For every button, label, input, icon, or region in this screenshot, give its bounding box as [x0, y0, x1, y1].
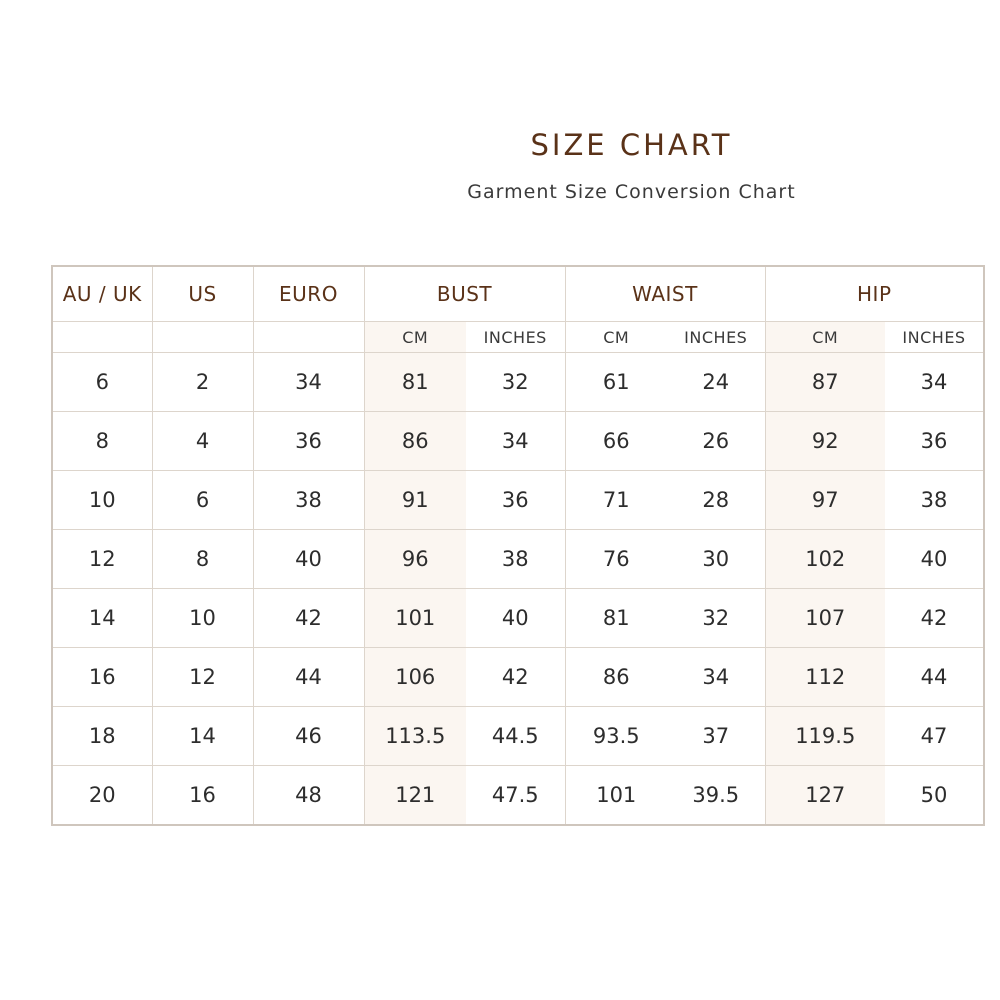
cell-hip-inches: 36 — [885, 412, 984, 471]
table-row — [52, 707, 984, 766]
cell-au-uk: 18 — [52, 707, 152, 766]
cell-bust-inches: 36 — [466, 471, 565, 530]
page-title: SIZE CHART — [530, 128, 733, 162]
cell-us: 8 — [152, 530, 253, 589]
cell-waist-inches: 37 — [667, 707, 765, 766]
cell-hip-cm: 127 — [765, 766, 885, 826]
table-row — [52, 471, 984, 530]
page-subtitle: Garment Size Conversion Chart — [467, 181, 796, 203]
unit-hip-cm: CM — [765, 322, 885, 353]
cell-hip-cm: 107 — [765, 589, 885, 648]
cell-hip-cm: 119.5 — [765, 707, 885, 766]
cell-waist-inches: 32 — [667, 589, 765, 648]
cell-waist-cm: 66 — [565, 412, 667, 471]
col-header-au-uk: AU / UK — [52, 266, 152, 322]
cell-us: 14 — [152, 707, 253, 766]
cell-waist-cm: 71 — [565, 471, 667, 530]
cell-bust-inches: 47.5 — [466, 766, 565, 826]
cell-hip-cm: 92 — [765, 412, 885, 471]
unit-waist-cm: CM — [565, 322, 667, 353]
cell-euro: 38 — [253, 471, 364, 530]
cell-hip-inches: 42 — [885, 589, 984, 648]
cell-bust-cm: 81 — [364, 353, 466, 412]
cell-hip-inches: 50 — [885, 766, 984, 826]
cell-au-uk: 8 — [52, 412, 152, 471]
cell-bust-cm: 121 — [364, 766, 466, 826]
cell-au-uk: 6 — [52, 353, 152, 412]
table-row — [52, 412, 984, 471]
cell-euro: 36 — [253, 412, 364, 471]
unit-row — [52, 322, 984, 353]
cell-bust-cm: 106 — [364, 648, 466, 707]
cell-bust-inches: 40 — [466, 589, 565, 648]
unit-waist-inches: INCHES — [667, 322, 765, 353]
cell-hip-inches: 38 — [885, 471, 984, 530]
table-row — [52, 353, 984, 412]
cell-euro: 46 — [253, 707, 364, 766]
cell-bust-cm: 91 — [364, 471, 466, 530]
cell-waist-cm: 81 — [565, 589, 667, 648]
unit-empty-au-uk — [52, 322, 152, 353]
cell-bust-inches: 38 — [466, 530, 565, 589]
cell-hip-cm: 87 — [765, 353, 885, 412]
cell-waist-cm: 76 — [565, 530, 667, 589]
cell-euro: 48 — [253, 766, 364, 826]
cell-waist-inches: 28 — [667, 471, 765, 530]
size-rows — [52, 353, 984, 826]
cell-hip-inches: 34 — [885, 353, 984, 412]
cell-hip-cm: 112 — [765, 648, 885, 707]
cell-bust-cm: 96 — [364, 530, 466, 589]
cell-euro: 40 — [253, 530, 364, 589]
table-row — [52, 530, 984, 589]
unit-empty-euro — [253, 322, 364, 353]
col-header-bust: BUST — [364, 266, 565, 322]
cell-waist-cm: 61 — [565, 353, 667, 412]
cell-bust-cm: 113.5 — [364, 707, 466, 766]
cell-au-uk: 14 — [52, 589, 152, 648]
cell-bust-cm: 101 — [364, 589, 466, 648]
cell-waist-inches: 39.5 — [667, 766, 765, 826]
cell-waist-cm: 86 — [565, 648, 667, 707]
cell-bust-inches: 34 — [466, 412, 565, 471]
size-chart-table — [51, 265, 985, 826]
cell-bust-inches: 42 — [466, 648, 565, 707]
cell-au-uk: 12 — [52, 530, 152, 589]
cell-us: 2 — [152, 353, 253, 412]
cell-euro: 44 — [253, 648, 364, 707]
cell-euro: 34 — [253, 353, 364, 412]
cell-hip-inches: 47 — [885, 707, 984, 766]
cell-us: 12 — [152, 648, 253, 707]
cell-us: 4 — [152, 412, 253, 471]
cell-hip-inches: 40 — [885, 530, 984, 589]
cell-waist-cm: 93.5 — [565, 707, 667, 766]
table-row — [52, 648, 984, 707]
cell-hip-cm: 97 — [765, 471, 885, 530]
col-header-waist: WAIST — [565, 266, 765, 322]
cell-hip-inches: 44 — [885, 648, 984, 707]
cell-us: 6 — [152, 471, 253, 530]
col-header-euro: EURO — [253, 266, 364, 322]
table-row — [52, 589, 984, 648]
unit-bust-cm: CM — [364, 322, 466, 353]
cell-au-uk: 20 — [52, 766, 152, 826]
cell-bust-inches: 44.5 — [466, 707, 565, 766]
unit-bust-inches: INCHES — [466, 322, 565, 353]
cell-us: 16 — [152, 766, 253, 826]
cell-waist-inches: 30 — [667, 530, 765, 589]
cell-bust-cm: 86 — [364, 412, 466, 471]
col-header-hip: HIP — [765, 266, 984, 322]
cell-waist-inches: 26 — [667, 412, 765, 471]
cell-us: 10 — [152, 589, 253, 648]
table-row — [52, 766, 984, 826]
header-row — [52, 266, 984, 322]
cell-euro: 42 — [253, 589, 364, 648]
cell-bust-inches: 32 — [466, 353, 565, 412]
col-header-us: US — [152, 266, 253, 322]
unit-hip-inches: INCHES — [885, 322, 984, 353]
unit-empty-us — [152, 322, 253, 353]
cell-au-uk: 16 — [52, 648, 152, 707]
cell-au-uk: 10 — [52, 471, 152, 530]
cell-waist-cm: 101 — [565, 766, 667, 826]
cell-waist-inches: 34 — [667, 648, 765, 707]
cell-hip-cm: 102 — [765, 530, 885, 589]
cell-waist-inches: 24 — [667, 353, 765, 412]
